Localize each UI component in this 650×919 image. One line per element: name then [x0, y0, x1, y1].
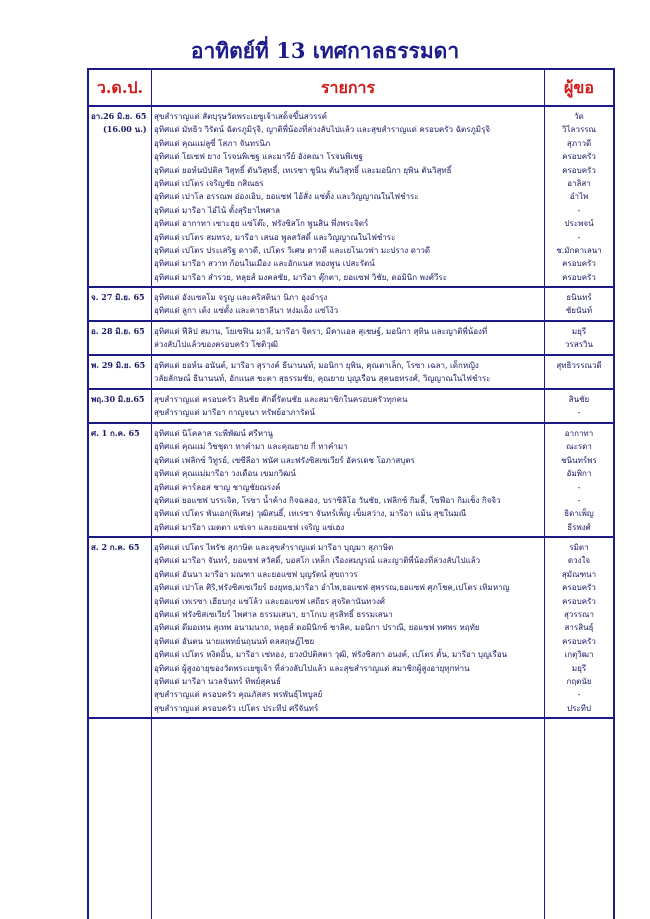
intention-line: อุทิศแด่ มารีอา ไอ๋ไน้ ตั้งสุริยาไพศาล [154, 205, 281, 215]
row-date [91, 110, 149, 136]
intention-line: อุทิศแด่ เปโตร สมทรง, มารีอา เสนอ พูลสวัสดิ์ และวิญญาณในไฟชำระ [154, 232, 396, 242]
requester-name: อำไพ [569, 192, 589, 202]
header-items: รายการ [320, 78, 376, 97]
page-title: อาทิตย์ที่ 13 เทศกาลธรรมดา [190, 38, 460, 63]
requester-name: ครอบครัว [562, 259, 596, 269]
intention-line: อุทิศแด่ ยอห์น อนันต์, มารีอา สุรางค์ ธีนานนท์, มอนิกา ยุพิน, คุณตาเล็ก, โรซา เฉลา, เด็กหญิง [154, 361, 479, 370]
requester-name: อัมพิกา [566, 469, 592, 479]
intention-line: อุทิศแด่ เปโตร เจริญชัย กสิณธร [154, 179, 264, 189]
requester-name: ประทีป [566, 703, 592, 713]
intention-line: อุทิศแด่ มารีอา เมตตา แซ่เจา และยอแซฟ เจริญ แซ่เฮง [154, 522, 345, 532]
requester-name: วัด [574, 112, 584, 121]
row-requesters [545, 291, 613, 318]
requester-name: ชนินทร์พร [561, 455, 597, 465]
row-date [91, 359, 149, 372]
intentions-table [87, 68, 615, 919]
row-date [91, 325, 149, 338]
intention-line: อุทิศแด่ เปาโล ศิริ,ฟรังซิสเซเวียร์ ยงยุทธ,มารีอา อำไพ,ยอแซฟ สุพรรณ,ยอแซฟ ศุภโชค,เปโตร เทิมหาญ [154, 583, 510, 593]
row-items [154, 291, 542, 318]
row-date-line: อา.26 มิ.ย. 65 [91, 111, 147, 121]
intention-line: อุทิศแด่ ดีมอเทน สุเทพ อนามนาถ, หลุยส์ ดอมินิกซ์ ชาลิต, มอนิกา ปราณี, ยอแซฟ ทศพร หฤทัย [154, 623, 480, 633]
requester-name: - [577, 408, 581, 418]
requester-name: - [577, 232, 581, 242]
requester-name: ครอบครัว [562, 165, 596, 175]
row-date [91, 291, 149, 304]
intention-line: อุทิศแด่ เปโตร ไพรัช สุภาษิต และสุขสำราญแด่ มารีอา บุญมา สุภาษิต [154, 543, 394, 552]
intention-line: อุทิศแด่ เฟลิกซ์ วิทูรย์, เซซีลีอา พนัศ และฟรังซิสเซเวียร์ อัครเดช โอภาสบุตร [154, 455, 415, 465]
requester-name: ครอบครัว [562, 272, 596, 282]
intention-line: อุทิศแด่ อากาทา เซาะฮุย แซ่โต๊ะ, ฟรังซิสโก พูนสิน พึ่งพระจิตร์ [154, 219, 369, 229]
requester-name: อาลิสา [567, 179, 591, 189]
intention-line: สุขสำราญแด่ ครอบครัว สินชัย ศักดิ์รัตนชัย และสมาชิกในครอบครัวทุกคน [154, 395, 408, 404]
requester-name: สารสินธุ์ [564, 623, 594, 633]
requester-name: วรสรวิน [565, 340, 593, 350]
table-row [89, 288, 613, 322]
requester-name: มยุรี [571, 663, 587, 673]
intention-line: อุทิศแด่ เทเรซา เฮียบกุง แซ่โล้ว และยอแซฟ เสถียร สุจริตานันทวงศ์ [154, 596, 385, 606]
requester-name: ครอบครัว [562, 636, 596, 646]
requester-name: สุมัณฑนา [561, 569, 597, 579]
row-requesters [545, 110, 613, 284]
intention-line: อุทิศแด่ คาร์ลอส ชาญ ชาญชัยณรงค์ [154, 482, 281, 492]
intention-line: อุทิศแด่ เปโตร หงิดอิ้น, มารีอา เซ่หอง, ยวงบัปติสตา วุฒิ, ฟรังซิสกา อนงค์, เปโตร ตั้น, มารีอา บุญเรือน [154, 650, 508, 660]
row-date [91, 541, 149, 554]
table-row [89, 356, 613, 390]
intention-line: อุทิศแด่ อันนา มารีอา มณฑา และยอแซฟ บุญรัตน์ สุขถาวร [154, 569, 358, 579]
intention-line: อุทิศแด่ มัทธิว วิรัตน์ ฉัตรภูมิรุจิ, ญาติพี่น้องที่ล่วงลับไปแล้ว และสุขสำราญแด่ ครอบครัว ฉัตรภูมิรุจิ [154, 125, 491, 135]
intention-line: อุทิศแด่ คุณแม่ วิชชุดา ทาคำมา และคุณยาย กี่ ทาคำมา [154, 442, 348, 452]
row-date [91, 427, 149, 440]
row-items [154, 541, 542, 715]
row-items [154, 110, 542, 284]
intention-line: อุทิศแด่ คุณแม่ลูซี่ โสภา จันทรนิภ [154, 138, 271, 148]
requester-name: ประพจน์ [564, 219, 594, 229]
header-requester: ผู้ขอ [564, 78, 594, 97]
row-date-line: พ. 29 มิ.ย. 65 [91, 360, 146, 370]
row-date [91, 393, 149, 406]
intention-line: อุทิศแด่ ยอห์นบัปติส วิสุทธิ์ ตันวิสุทธิ์, เทเรซา ชูนิน ตันวิสุทธิ์ และมอนิกา ยุพิน ตันวิสุทธิ์ [154, 165, 452, 175]
intention-line: วลัยลักษณ์ ธีนานนท์, อักแนส ชะตา สุธรรมชัย, คุณยาย บุญเรือน สุคนธทรงศ์, วิญญาณในไฟชำระ [154, 374, 491, 384]
intention-line: อุทิศแด่ ฟรังซิสเซเวียร์ ไพศาล ธรรมเสนา, ยาโกเบ สุรสิทธิ์ ธรรมเสนา [154, 610, 393, 620]
requester-name: - [577, 496, 581, 506]
row-date-line: (16.00 น.) [103, 124, 147, 134]
intention-line: อุทิศแด่ อังแซลโม จรูญ และคริสตินา นิภา อุงอำรุง [154, 293, 328, 302]
row-date-line: ศ. 1 ก.ค. 65 [91, 428, 140, 438]
row-requesters [545, 325, 613, 352]
table-row [89, 322, 613, 356]
requester-name: ดวงใจ [567, 556, 591, 566]
intention-line: ล่วงลับไปแล้วของครอบครัว โชติวุฒิ [154, 340, 278, 350]
requester-name: กฤตนัย [566, 677, 592, 687]
table-row [89, 538, 613, 719]
intention-line: อุทิศแด่ ยอแซฟ บรรเจิด, โรซา น้ำค้าง กิจฉลอง, บราซิลิโอ วันชัย, เฟลิกซ์ กิมลี้, โซฟีอา กิมเช็ง กิจจิว [154, 496, 501, 506]
intention-line: อุทิศแด่ คุณแม่มารีอา วงเดือน เขมกวิฒน์ [154, 469, 296, 479]
intention-line: สุขสำราญแด่ ครอบครัว เปโตร ประทีป ศรีจันทร์ [154, 703, 319, 713]
intention-line: อุทิศแด่ มารีอา จันทร์, ยอแซฟ สวัสดิ์, บอสโก เหล็ก เรืองสมบูรณ์ และญาติพี่น้องที่ล่วงลับไปแล้ว [154, 556, 481, 566]
intention-line: อุทิศแด่ มารีอา สำรวย, หลุยส์ มงคลชัย, มารีอา ตุ๊กตา, ยอแซฟ วิชัย, ดอมินิก พงศ์วีระ [154, 272, 447, 282]
requester-name: ชัยนันท์ [565, 306, 593, 316]
row-items [154, 393, 542, 420]
requester-name: เกตุวิฒา [564, 650, 594, 660]
intention-line: อุทิศแด่ เปโตร ประเสริฐ ดาวดี, เปโตร วิเศษ ดาวดี และเยโนเวฟา มะปราง ดาวดี [154, 246, 431, 256]
requester-name: - [577, 205, 581, 215]
table-row [89, 424, 613, 538]
table-header [89, 70, 613, 107]
requester-name: ธิดาเพ็ญ [564, 509, 594, 519]
requester-name: สุภาวดี [566, 138, 592, 148]
requester-name: ครอบครัว [562, 596, 596, 606]
table-row [89, 107, 613, 288]
row-items [154, 427, 542, 534]
header-date: ว.ด.ป. [96, 78, 144, 97]
row-requesters [545, 359, 613, 372]
table-row [89, 390, 613, 424]
requester-name: ช.มักดาเลนา [556, 246, 602, 256]
requester-name: ครอบครัว [562, 583, 596, 593]
intention-line: อุทิศแด่ เปโตร พันเอก(พิเศษ) วุฒิสนธิ์, เทเรซา จันทร์เพ็ญ เข็มสว่าง, มารีอา แม้น สุขในมณี [154, 509, 467, 519]
intention-line: สุขสำราญแด่ มารีอา กาญจนา ทรัพย์อาภารัตน์ [154, 408, 316, 418]
intention-line: อุทิศแด่ เปาโล อรรณพ อ่องเอิบ, ยอแซฟ ไอ้สั่ง แซ่ตั้ง และวิญญาณในไฟชำระ [154, 192, 419, 202]
intention-line: อุทิศแด่ นิโคลาส ระพีพัฒน์ ศรีหานู [154, 429, 273, 438]
row-date-line: พฤ.30 มิ.ย.65 [91, 394, 145, 404]
requester-name: ธนินทร์ [566, 293, 592, 302]
row-items [154, 325, 542, 352]
requester-name: - [577, 690, 581, 700]
requester-name: สุทธิวรรณวดี [556, 361, 602, 370]
row-requesters [545, 541, 613, 715]
row-date-line: ส. 2 ก.ค. 65 [91, 542, 140, 552]
intention-line: สุขสำราญแด่ ครอบครัว คุณภัสสร พรพันธุ์ไพบูลย์ [154, 690, 323, 700]
requester-name: ณะรดา [566, 442, 592, 452]
requester-name: - [577, 482, 581, 492]
intention-line: อุทิศแด่ ฟีลิป สมาน, โยเซฟิน มาลี, มารีอา จิตรา, มีคาแอล สุเชษฐ์, มอนิกา สุทิน และญาติพี่น้องที่ [154, 327, 488, 336]
requester-name: อากาทา [564, 429, 594, 438]
row-requesters [545, 393, 613, 420]
intention-line: อุทิศแด่ อันตน นายแพทย์นฤนนท์ ดลสฤษฎ์ไชย [154, 636, 315, 646]
requester-name: สุวรรณา [564, 610, 594, 620]
row-date-line: จ. 27 มิ.ย. 65 [91, 292, 145, 302]
intention-line: อุทิศแด่ มารีอา นวลจันทร์ ทิพย์สุคนธ์ [154, 677, 281, 687]
requester-name: วิไลวรรณ [562, 125, 596, 135]
requester-name: มยุรี [571, 327, 587, 336]
requester-name: ครอบครัว [562, 152, 596, 162]
requester-name: สินชัย [568, 395, 590, 404]
requester-name: รมิตา [569, 543, 589, 552]
intention-line: สุขสำราญแด่ สัตบุรุษวัดพระเยซูเจ้าเสด็จขึ้นสวรรค์ [154, 112, 328, 121]
requester-name: ธีรพงศ์ [567, 522, 591, 532]
intention-line: อุทิศแด่ มารีอา สวาท ก้อนในเมือง และอักแนส ทองพูน เปสะรัตน์ [154, 259, 375, 269]
intention-line: อุทิศแด่ ผู้สูงอายุของวัดพระเยซูเจ้า ที่ล่วงลับไปแล้ว และสุขสำราญแด่ สมาชิกผู้สูงอายุทุกท่าน [154, 663, 470, 673]
intention-line: อุทิศแด่ ลูกา เต้ง แซ่ตั้ง และคาธาลีนา หง่มเอ็ง แซ่โง้ว [154, 306, 339, 316]
row-items [154, 359, 542, 386]
intention-line: อุทิศแด่ โยเซฟ ยาง โรจนพิเชฐ และมารีย์ อังคณา โรจนพิเชฐ [154, 152, 363, 162]
row-requesters [545, 427, 613, 534]
row-date-line: อ. 28 มิ.ย. 65 [91, 326, 145, 336]
